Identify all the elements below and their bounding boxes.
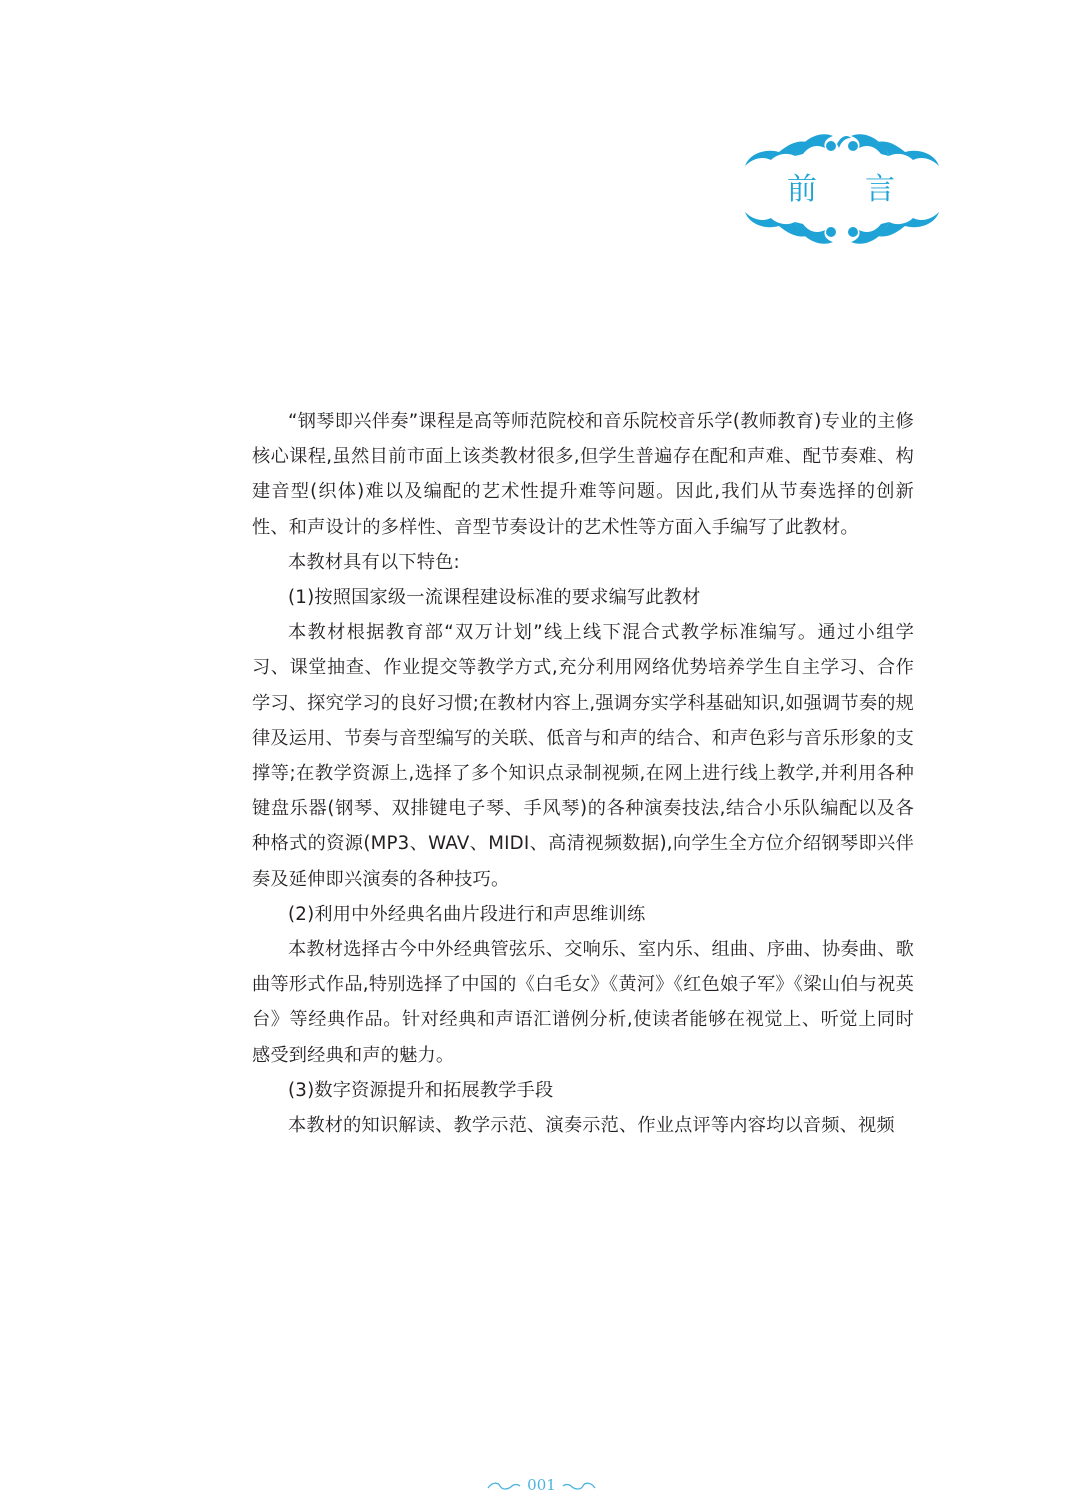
section-heading-1: (1)按照国家级一流课程建设标准的要求编写此教材 xyxy=(288,587,701,609)
paragraph-5: 本教材的知识解读、教学示范、演奏示范、作业点评等内容均以音频、视频 xyxy=(288,1115,895,1137)
title-block xyxy=(737,126,947,252)
section-heading-3: (3)数字资源提升和拓展教学手段 xyxy=(288,1079,554,1101)
paragraph-2: 本教材具有以下特色: xyxy=(288,551,460,573)
paragraph-3: 本教材根据教育部“双万计划”线上线下混合式教学标准编写。通过小组学习、课堂抽查、作业提交等教学方式,充分利用网络优势培养学生自主学习、合作学习、探究学习的良好习惯;在教材内容上,强调夯实学科基础知识,如强调节奏的规律及运用、节奏与音型编写的关联、低音与和声的结合、和声色彩与音乐形象的支撑等;在教学资源上,选择了多个知识点录制视频,在网上进行线上教学,并利用各种键盘乐器(钢琴、双排键电子琴、手风琴)的各种演奏技法,结合小乐队编配以及各种格式的资源(MP3、WAV、MIDI、高清视频数据),向学生全方位介绍钢琴即兴伴奏及延伸即兴演奏的各种技巧。 xyxy=(252,622,914,890)
page-number: 001 xyxy=(527,1476,556,1494)
section-heading-2: (2)利用中外经典名曲片段进行和声思维训练 xyxy=(288,903,646,925)
page-title-char-2: 言 xyxy=(865,172,895,207)
swirl-right-icon xyxy=(561,1480,597,1492)
scroll-ornament-icon xyxy=(737,126,947,252)
swirl-left-icon xyxy=(486,1480,522,1492)
page-number-footer xyxy=(0,1476,1083,1494)
paragraph-4: 本教材选择古今中外经典管弦乐、交响乐、室内乐、组曲、序曲、协奏曲、歌曲等形式作品,特别选择了中国的《白毛女》《黄河》《红色娘子军》《梁山伯与祝英台》等经典作品。针对经典和声语汇谱例分析,使读者能够在视觉上、听觉上同时感受到经典和声的魅力。 xyxy=(252,939,914,1066)
body-text xyxy=(252,404,914,1143)
paragraph-1: “钢琴即兴伴奏”课程是高等师范院校和音乐院校音乐学(教师教育)专业的主修核心课程,虽然目前市面上该类教材很多,但学生普遍存在配和声难、配节奏难、构建音型(织体)难以及编配的艺术性提升难等问题。因此,我们从节奏选择的创新性、和声设计的多样性、音型节奏设计的艺术性等方面入手编写了此教材。 xyxy=(252,411,914,538)
page-title-char-1: 前 xyxy=(787,172,817,207)
